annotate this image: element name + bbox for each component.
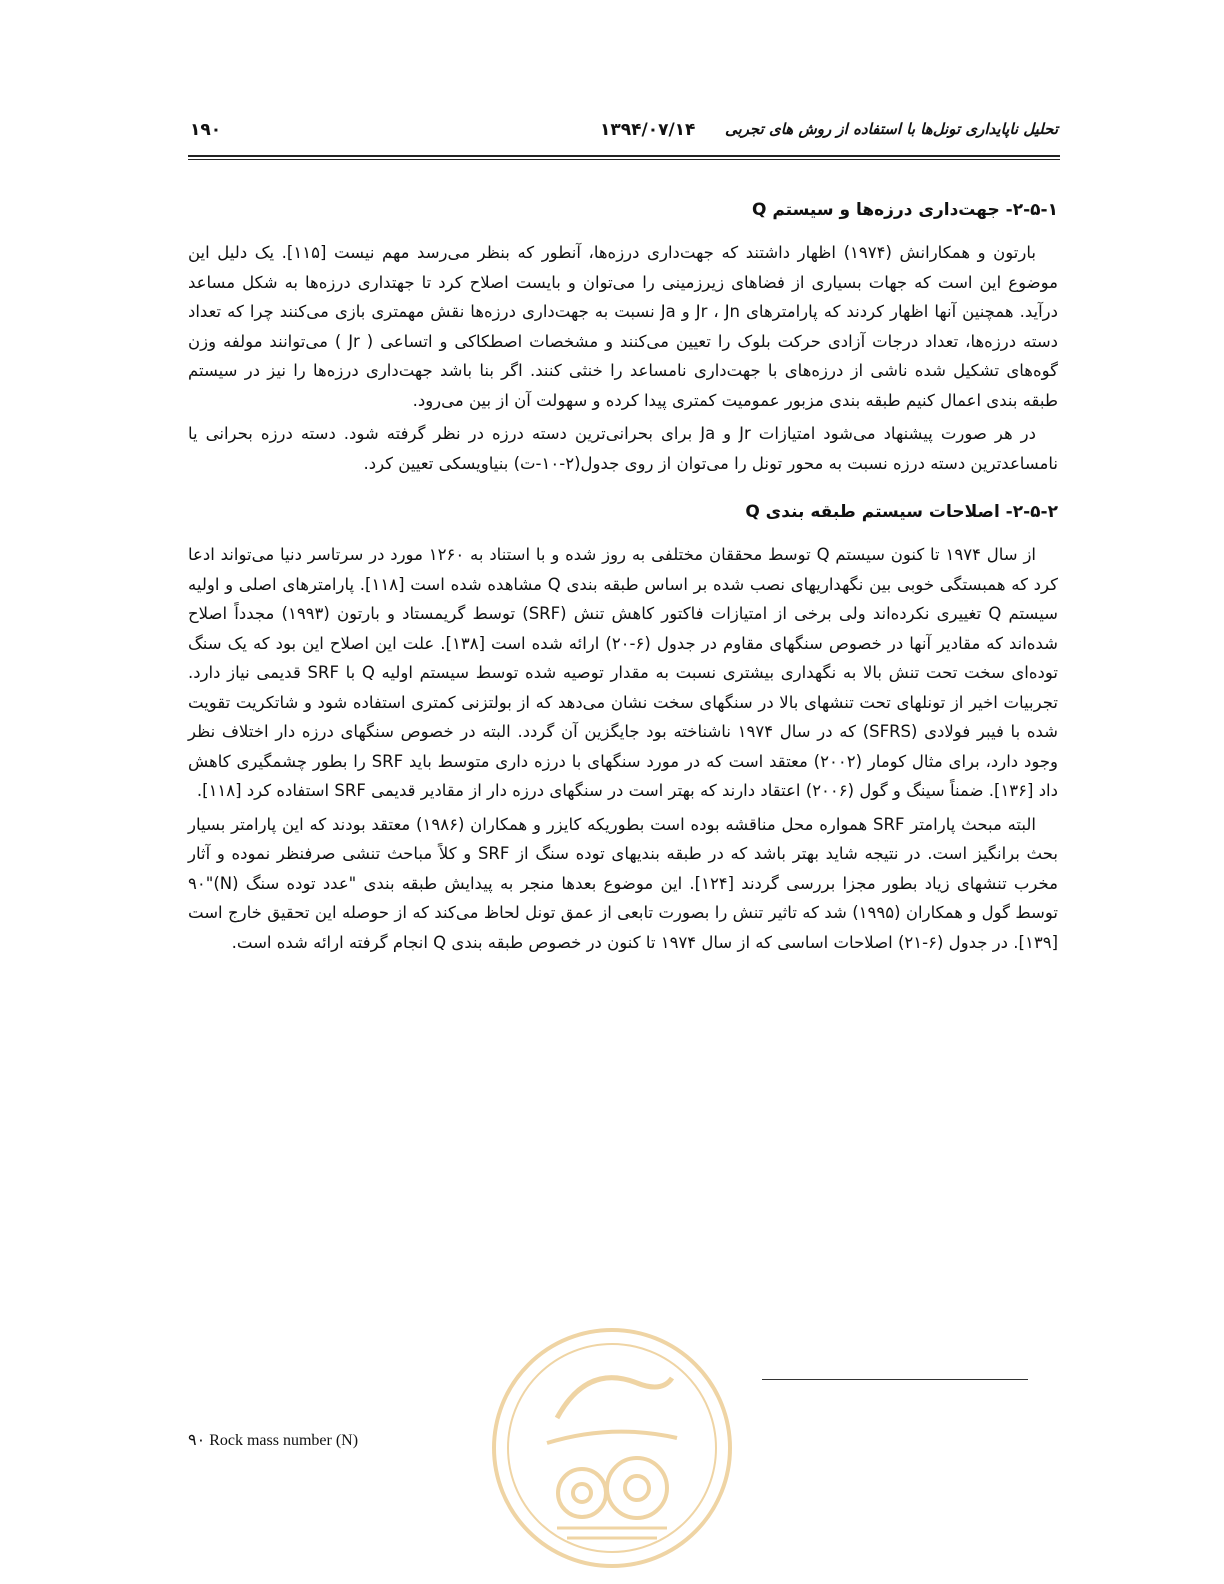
paragraph: در هر صورت پیشنهاد می‌شود امتیازات Jr و Ja برای بحرانی‌ترین دسته درزه در نظر گرفته شود. دسته درزه بحرانی یا نامساعدترین دسته درزه نسبت به محور تونل را می‌توان از روی جدول(۲-۱۰-ت) بنیاویسکی تعیین کرد. <box>188 424 1058 473</box>
header-rule-thin <box>188 159 1060 160</box>
running-title: تحلیل ناپایداری تونل‌ها با استفاده از روش های تجربی <box>724 120 1058 138</box>
section-heading-q-modifications: ۲-۵-۲- اصلاحات سیستم طبقه بندی Q <box>745 502 1058 522</box>
header-date: ۱۳۹۴/۰۷/۱۴ <box>600 120 696 140</box>
header-rule <box>188 155 1060 157</box>
footnote: ۹۰ Rock mass number (N) <box>188 1432 359 1449</box>
section-heading-joint-orientation: ۲-۵-۱- جهت‌داری درزه‌ها و سیستم Q <box>751 200 1058 220</box>
publisher-seal-icon <box>487 1323 737 1573</box>
paragraph: بارتون و همکارانش (۱۹۷۴) اظهار داشتند که جهت‌داری درزه‌ها، آنطور که بنظر می‌رسد مهم نیست [۱۱۵]. یک دلیل این موضوع این است که جهات بسیاری از فضاهای زیرزمینی را می‌توان و بایست اصلاح کرد تا جهتداری درزه‌ها به شکل مساعد درآید. همچنین آنها اظهار کردند که پارامترهای Jr ، Jn و Ja نسبت به جهت‌داری درزه‌ها نقش مهمتری بازی می‌کنند چرا که تعداد دسته درزه‌ها، تعداد درجات آزادی حرکت بلوک را تعیین می‌کنند و مشخصات اصطکاکی و اتساعی ( Jr ) می‌توانند مولفه وزن گوه‌های تشکیل شده ناشی از درزه‌های با جهت‌داری نامساعد را خنثی کنند. اگر بنا باشد جهت‌داری درزه‌ها را نیز در سیستم طبقه بندی اعمال کنیم طبقه بندی مزبور عمومیت کمتری پیدا کرده و سهولت آن از بین می‌رود. <box>188 243 1059 410</box>
main-content <box>188 196 1058 961</box>
page-header <box>190 120 1058 150</box>
paragraph: البته مبحث پارامتر SRF همواره محل مناقشه بوده است بطوریکه کایزر و همکاران (۱۹۸۶) معتقد بودند که این پارامتر بسیار بحث برانگیز است. در نتیجه شاید بهتر باشد که در طبقه بندیهای توده سنگ از SRF و کلاً مباحث تنشی صرفنظر نموده و آثار مخرب تنشهای زیاد بطور مجزا بررسی گردند [۱۲۴]. این موضوع بعدها منجر به پیدایش طبقه بندی "عدد توده سنگ (N)"۹۰ توسط گول و همکاران (۱۹۹۵) شد که تاثیر تنش را بصورت تابعی از عمق تونل لحاظ می‌کند که از حوصله این تحقیق خارج است [۱۳۹]. در جدول (۶-۲۱) اصلاحات اساسی که از سال ۱۹۷۴ تا کنون در خصوص طبقه بندی Q انجام گرفته ارائه شده است. <box>188 814 1059 952</box>
footnote-separator <box>762 1379 1028 1380</box>
page-number: ۱۹۰ <box>190 120 222 140</box>
paragraph: از سال ۱۹۷۴ تا کنون سیستم Q توسط محققان مختلفی به روز شده و با استناد به ۱۲۶۰ مورد در سرتاسر دنیا می‌تواند ادعا کرد که همبستگی خوبی بین نگهداریهای نصب شده بر اساس طبقه بندی Q مشاهده شده است [۱۱۸]. پارامترهای اصلی و اولیه سیستم Q تغییری نکرده‌اند ولی برخی از امتیازات فاکتور کاهش تنش (SRF) توسط گریمستاد و بارتون (۱۹۹۳) مجدداً اصلاح شده‌اند که مقادیر آنها در خصوص سنگهای مقاوم در جدول (۶-۲۰) ارائه شده است [۱۳۸]. علت این اصلاح این بود که یک سنگ توده‌ای سخت تحت تنش بالا به نگهداری بیشتری نسبت به مقدار توصیه شده توسط سیستم اولیه Q با SRF قدیمی نیاز دارد. تجربیات اخیر از تونلهای تحت تنشهای بالا در سنگهای سخت نشان می‌دهد که از بولتزنی کمتری استفاده شود و شاتکریت تقویت شده با فیبر فولادی (SFRS) که در سال ۱۹۷۴ ناشناخته بود جایگزین آن گردد. البته در خصوص سنگهای درزه دار اختلاف نظر وجود دارد، برای مثال کومار (۲۰۰۲) معتقد است که در مورد سنگهای با درزه داری متوسط باید SRF را بطور چشمگیری کاهش داد [۱۳۶]. ضمناً سینگ و گول (۲۰۰۶) اعتقاد دارند که بهتر است در سنگهای درزه دار از مقادیر قدیمی SRF استفاده کرد [۱۱۸]. <box>188 545 1059 800</box>
